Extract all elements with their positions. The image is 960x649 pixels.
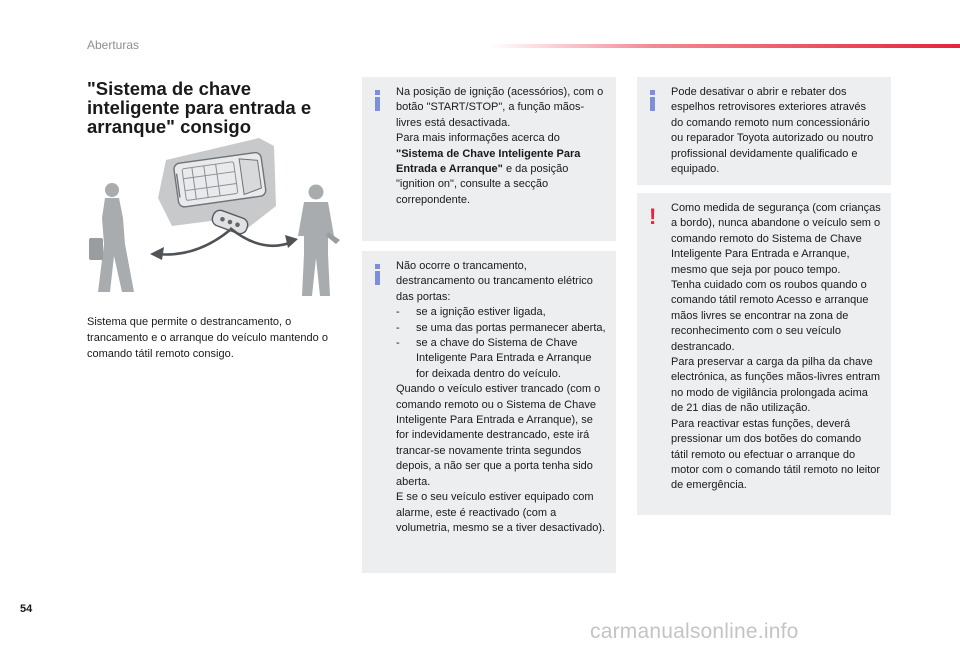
list-item: - se a ignição estiver ligada,: [396, 305, 606, 320]
info-text: Na posição de ignição (acessórios), com o botão "START/STOP", a função mãos-livres está desactivada.: [396, 86, 604, 129]
intro-text: Sistema que permite o destrancamento, o trancamento e o arranque do veículo mantendo o comando tátil remoto consigo.: [87, 316, 328, 360]
info-text: Pode desativar o abrir e rebater dos espelhos retrovisores exteriores através do comando remoto num concessionário ou reparador Toyota autorizado ou noutro profissional devidamente qualificado e equipado.: [671, 86, 874, 176]
man-figure-icon: [298, 185, 340, 297]
woman-figure-icon: [89, 183, 134, 292]
warning-box-security: [637, 193, 891, 515]
warning-text: Tenha cuidado com os roubos quando o comando tátil remoto Acesso e arranque mãos livres se encontrar na zona de reconhecimento com o seu veículo destrancado.: [671, 279, 869, 353]
page-title: "Sistema de chave inteligente para entrada e arranque" consigo: [87, 78, 312, 137]
info-box-ignition: [362, 77, 616, 241]
warning-text: Para reactivar estas funções, deverá pressionar um dos botões do comando tátil remoto ou efectuar o arranque do motor com o comando tátil remoto no leitor de emergência.: [671, 417, 881, 492]
info-text: E se o seu veículo estiver equipado com alarme, este é reactivado (com a volumetria, mesmo se a tiver desactivado).: [396, 491, 606, 534]
info-text: Para mais informações acerca do "Sistema de Chave Inteligente Para Entrada e Arranque" e da posição "ignition on", consulte a secção correpondente.: [396, 132, 581, 206]
warning-text: Como medida de segurança (com crianças a bordo), nunca abandone o veículo sem o comando remoto do Sistema de Chave Inteligente Para Entrada e Arranque, mesmo que seja por pouco tempo.: [671, 202, 881, 276]
conditions-list: [396, 305, 606, 382]
list-item: - se a chave do Sistema de Chave Inteligente Para Entrada e Arranque for deixada dentro do veículo.: [396, 336, 606, 382]
info-icon: [374, 90, 382, 111]
info-text: Não ocorre o trancamento, destrancamento ou trancamento elétrico das portas:: [396, 260, 593, 303]
info-icon: [649, 90, 657, 111]
section-title: Aberturas: [87, 38, 140, 52]
info-box-locking: [362, 251, 616, 573]
page-number: 54: [20, 603, 33, 615]
info-icon: [374, 264, 382, 285]
info-box-mirrors: [637, 77, 891, 185]
info-text: Quando o veículo estiver trancado (com o comando remoto ou o Sistema de Chave Inteligente Para Entrada e Arranque), se for indevidamente destrancado, este irá trancar-se novamente trinta segundos depois, a não ser que a porta tenha sido aberta.: [396, 383, 601, 488]
header-accent-bar: [490, 44, 960, 48]
smart-key-illustration: [84, 136, 344, 301]
list-item: - se uma das portas permanecer aberta,: [396, 321, 606, 336]
warning-icon: !: [649, 204, 657, 229]
watermark-text: carmanualsonline.info: [590, 620, 799, 643]
warning-text: Para preservar a carga da pilha da chave electrónica, as funções mãos-livres entram no modo de vigilância prolongada acima de 21 dias de não utilização.: [671, 356, 881, 415]
arrow-left-icon: [156, 230, 230, 255]
